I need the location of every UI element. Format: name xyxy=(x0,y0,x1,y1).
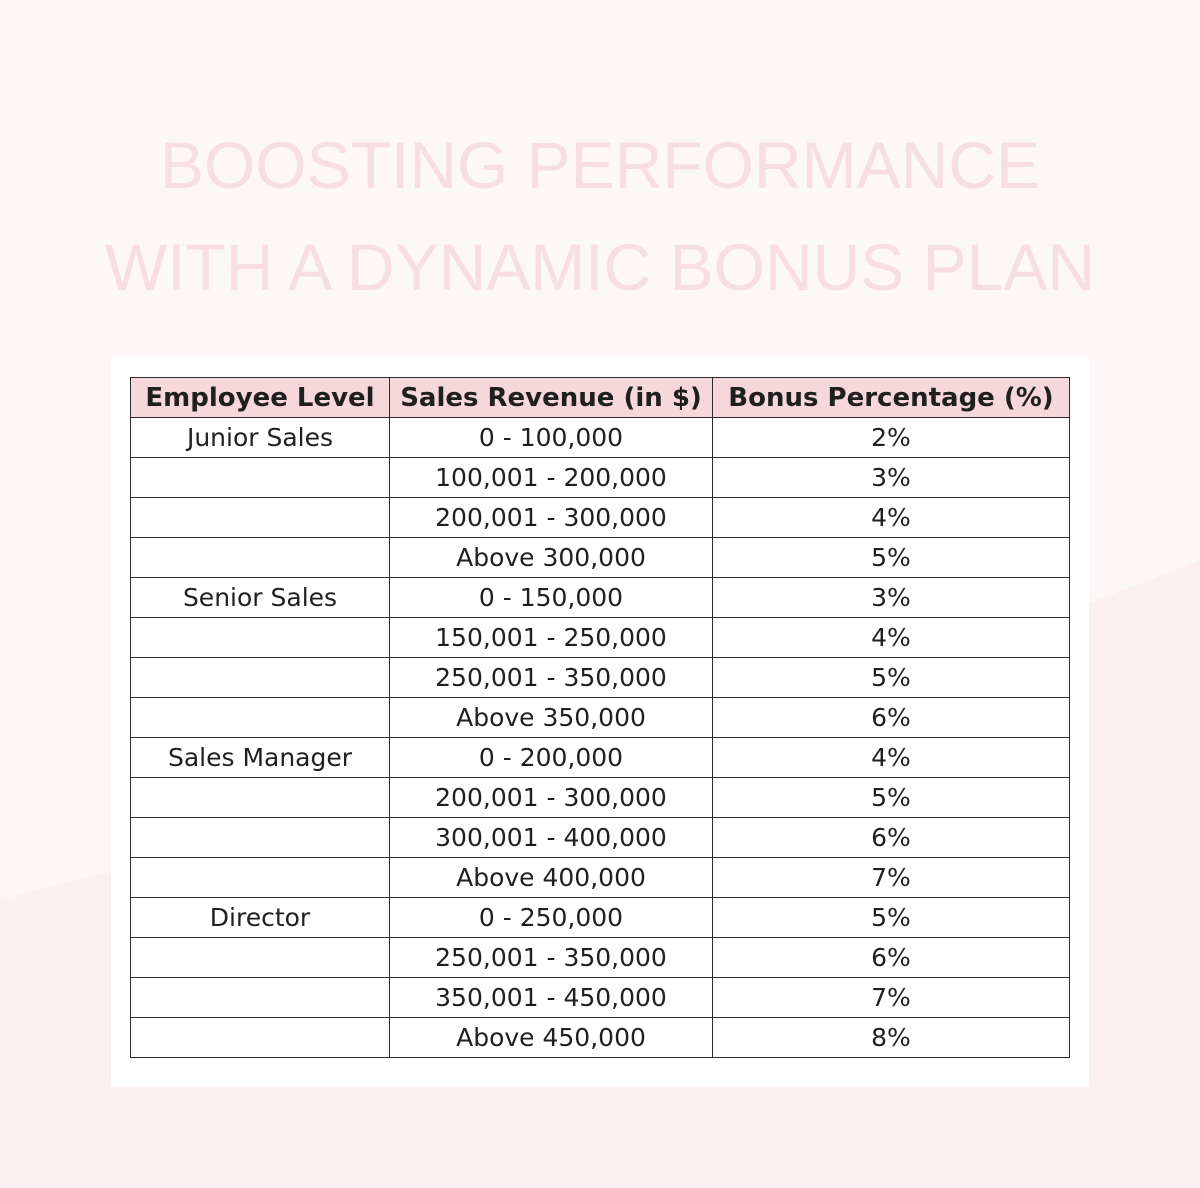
sales-revenue-cell: 0 - 250,000 xyxy=(390,898,713,938)
bonus-table xyxy=(130,377,1070,1058)
sales-revenue-cell: 200,001 - 300,000 xyxy=(390,778,713,818)
table-row xyxy=(131,978,1070,1018)
table-row xyxy=(131,658,1070,698)
sales-revenue-cell: Above 450,000 xyxy=(390,1018,713,1058)
header-employee-level: Employee Level xyxy=(131,378,390,418)
sales-revenue-cell: 300,001 - 400,000 xyxy=(390,818,713,858)
employee-level-cell xyxy=(131,538,390,578)
table-row xyxy=(131,578,1070,618)
page-title-line-2: WITH A DYNAMIC BONUS PLAN xyxy=(104,230,1096,304)
table-row xyxy=(131,458,1070,498)
table-row xyxy=(131,618,1070,658)
bonus-percentage-cell: 5% xyxy=(713,658,1070,698)
table-row xyxy=(131,858,1070,898)
bonus-percentage-cell: 4% xyxy=(713,498,1070,538)
employee-level-cell: Director xyxy=(131,898,390,938)
bonus-percentage-cell: 7% xyxy=(713,978,1070,1018)
table-row xyxy=(131,938,1070,978)
table-row xyxy=(131,498,1070,538)
employee-level-cell xyxy=(131,858,390,898)
bonus-percentage-cell: 4% xyxy=(713,618,1070,658)
sales-revenue-cell: Above 300,000 xyxy=(390,538,713,578)
employee-level-cell xyxy=(131,658,390,698)
sales-revenue-cell: 100,001 - 200,000 xyxy=(390,458,713,498)
bonus-percentage-cell: 8% xyxy=(713,1018,1070,1058)
bonus-percentage-cell: 3% xyxy=(713,458,1070,498)
table-row xyxy=(131,818,1070,858)
employee-level-cell xyxy=(131,458,390,498)
bonus-percentage-cell: 5% xyxy=(713,778,1070,818)
table-row xyxy=(131,738,1070,778)
table-row xyxy=(131,538,1070,578)
sales-revenue-cell: 0 - 150,000 xyxy=(390,578,713,618)
employee-level-cell xyxy=(131,498,390,538)
employee-level-cell: Senior Sales xyxy=(131,578,390,618)
bonus-percentage-cell: 5% xyxy=(713,898,1070,938)
table-row xyxy=(131,898,1070,938)
sales-revenue-cell: Above 400,000 xyxy=(390,858,713,898)
employee-level-cell xyxy=(131,1018,390,1058)
sales-revenue-cell: 350,001 - 450,000 xyxy=(390,978,713,1018)
table-row xyxy=(131,418,1070,458)
sales-revenue-cell: 0 - 200,000 xyxy=(390,738,713,778)
employee-level-cell xyxy=(131,978,390,1018)
sales-revenue-cell: 0 - 100,000 xyxy=(390,418,713,458)
employee-level-cell xyxy=(131,938,390,978)
employee-level-cell: Junior Sales xyxy=(131,418,390,458)
bonus-percentage-cell: 5% xyxy=(713,538,1070,578)
bonus-percentage-cell: 4% xyxy=(713,738,1070,778)
header-bonus-percentage: Bonus Percentage (%) xyxy=(713,378,1070,418)
bonus-percentage-cell: 3% xyxy=(713,578,1070,618)
bonus-percentage-cell: 2% xyxy=(713,418,1070,458)
header-sales-revenue: Sales Revenue (in $) xyxy=(390,378,713,418)
table-row xyxy=(131,698,1070,738)
sales-revenue-cell: 250,001 - 350,000 xyxy=(390,938,713,978)
table-body xyxy=(131,418,1070,1058)
bonus-percentage-cell: 6% xyxy=(713,818,1070,858)
employee-level-cell xyxy=(131,698,390,738)
sales-revenue-cell: 150,001 - 250,000 xyxy=(390,618,713,658)
bonus-percentage-cell: 6% xyxy=(713,698,1070,738)
sales-revenue-cell: Above 350,000 xyxy=(390,698,713,738)
employee-level-cell xyxy=(131,818,390,858)
table-row xyxy=(131,778,1070,818)
table-header-row xyxy=(131,378,1070,418)
bonus-percentage-cell: 6% xyxy=(713,938,1070,978)
table-row xyxy=(131,1018,1070,1058)
sales-revenue-cell: 200,001 - 300,000 xyxy=(390,498,713,538)
employee-level-cell: Sales Manager xyxy=(131,738,390,778)
sales-revenue-cell: 250,001 - 350,000 xyxy=(390,658,713,698)
employee-level-cell xyxy=(131,778,390,818)
page-title-line-1: BOOSTING PERFORMANCE xyxy=(159,128,1041,202)
bonus-percentage-cell: 7% xyxy=(713,858,1070,898)
employee-level-cell xyxy=(131,618,390,658)
